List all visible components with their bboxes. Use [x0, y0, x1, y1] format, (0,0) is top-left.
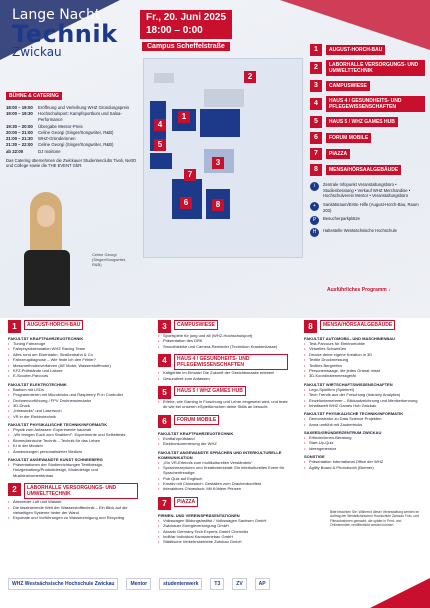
schedule-time: 21:30 – 22:00 [6, 142, 33, 148]
stage-schedule [6, 84, 140, 169]
program-item: • Abenteuer Luft und Wasser [8, 499, 138, 504]
sponsor-logo: studentenwerk [159, 578, 202, 590]
portrait-shirt [24, 250, 70, 306]
legend-label: HAUS 5 / WHZ GAMES HUB [326, 117, 398, 127]
program-item: • KFZ-Prüfstände und Labore [8, 368, 138, 373]
decor-corner [370, 578, 430, 608]
program-item: • Alles rund um Eisenbahn, Straßenbahn & Co [8, 352, 138, 357]
faculty-heading: FAKULTÄT PHYSIKALISCHE TECHNIK/INFORMATIK [8, 422, 108, 428]
legend-label: CAMPUSWIESE [326, 81, 370, 91]
program-item: • Ideengenerator [304, 446, 426, 451]
program-column-1 [8, 318, 138, 524]
legend-info-text: Besucherparkplätze [323, 216, 361, 222]
program-item: • IndMar Individual Karosseriebau GmbH [158, 534, 288, 539]
program-item: • Interaktives Chinesisch: Mit Kühlem Prinzen [158, 486, 288, 491]
title-line-3: Zwickau [12, 45, 62, 59]
program-item: • Pub Quiz auf Englisch [158, 476, 288, 481]
program-item: • Smoothiebike und Camera-Reminder (Technikon Krankenkasse) [158, 344, 288, 349]
section-header-3 [158, 320, 288, 333]
section-header-2 [8, 483, 138, 499]
program-item: • „Intraworks" und Lasersuch [8, 408, 138, 413]
section-spacer [8, 478, 138, 481]
program-item: • Virtuelles Schweißen [304, 346, 426, 351]
program-item: • Volkswagen Bildungsinstitut / Volkswagen Sachsen GmbH [158, 518, 288, 523]
legend-number: 1 [310, 44, 322, 56]
event-time: 18:00 – 0:00 [146, 24, 203, 36]
schedule-row [6, 149, 140, 155]
section-spacer [304, 470, 426, 473]
legend-item-2[interactable] [310, 60, 425, 76]
event-date: Fr., 20. Juni 2025 [146, 12, 227, 23]
sponsor-logos [8, 578, 428, 590]
catering-note: Das Catering übernehmen die Zwickauer Studentenclubs Tivoli, NettO und College sowie die THE EVENT GbR. [6, 157, 137, 169]
program-item: • Tuning Fahrzeuge [8, 341, 138, 346]
program-item: • Echtfahrprüfstand [158, 436, 288, 441]
legend-info-item [310, 216, 425, 225]
schedule-time: 21:00 – 21:30 [6, 136, 33, 142]
schedule-time: 18:00 – 19:00 [6, 105, 33, 110]
legend-info-icon: i [310, 182, 319, 191]
program-item: • Fahrzeugdiagnose – Wie finde ich den Fehler? [8, 357, 138, 362]
program-item: • Tech Trends aus der Forschung (Industry Analytics) [304, 392, 426, 397]
faculty-heading: FAKULTÄT KRAFTFAHRZEUGTECHNIK [158, 430, 234, 436]
section-header-1 [8, 320, 138, 333]
section-title: FORUM MOBILE [174, 415, 219, 425]
map-marker-1: 1 [178, 111, 190, 123]
section-spacer [8, 521, 138, 524]
sponsor-logo: Mentor [126, 578, 151, 590]
photo-disclaimer: Bitte beachten Sie: Während dieser Veranstaltung werden im Auftrag der Westsächsischen Hochschule Zwickau Foto- und Filmaufnahmen gemacht, die später in Print- und Onlinemedien veröffentlicht werden können. [330, 510, 420, 527]
section-title: MENSA/HÖRSAALGEBÄUDE [320, 320, 395, 330]
legend-number: 4 [310, 98, 322, 110]
program-item: • Personenwaage, die jedes Granat misst [304, 368, 426, 373]
program-item: • Exponate und Vorführungen zu Wassereinigung und Recycling [8, 515, 138, 520]
program-item: • Drucke deine eigene Kreation in 3D [304, 352, 426, 357]
legend-label: FORUM MOBILE [326, 133, 371, 143]
map-building-haus-2 [154, 73, 174, 83]
program-link[interactable]: Ausführliches Programm ↓ [327, 287, 391, 293]
program-item: • E-Scooter-Parcours [8, 373, 138, 378]
program-column-2 [158, 318, 288, 548]
program-item: • Präsentationen der Studienrichtungen Textildesign, Holzgestaltung/Produktdesign, Modedesign und Musikinstrumentenbau [8, 462, 138, 478]
program-item: • Erfinder/innen-Beratung [304, 435, 426, 440]
program-item: • Programmieren mit Microbricks und Raspberry Pi in Controller [8, 392, 138, 397]
faculty-heading: FAKULTÄT WIRTSCHAFTSWISSENSCHAFTEN [304, 381, 393, 387]
section-number: 5 [158, 386, 171, 399]
decor-triangle-right [280, 0, 430, 50]
sponsor-logo: AP [255, 578, 270, 590]
program-item: • Textiles Bergreifen [304, 363, 426, 368]
faculty-heading: SONSTIGE [304, 454, 325, 460]
legend-info-item [310, 182, 425, 199]
section-title: CAMPUSWIESE [174, 320, 218, 330]
program-item: • VR in der Elektrotechnik [8, 414, 138, 419]
program-item: • Agility Board & Photobooth (Bremer) [304, 465, 426, 470]
legend-info-item [310, 228, 425, 237]
program-item: • Drohnenvorführung / FPV Drohnensimulator [8, 398, 138, 403]
program-item: • Städtische Verkehrsbetriebe Zwickau GmbH [158, 539, 288, 544]
program-item: • Inhaltsweit WHZ Games Hub Zwickau [304, 403, 426, 408]
legend-info-item [310, 202, 425, 213]
schedule-text: Celine Georgi (Singer/Songwriter, R&B) [38, 129, 114, 135]
legend-info-text: Zentrale Infopunkt Veranstaltungsbüro • Studienberatung • Verkauf WHZ Merchandise • Hochschulverein Mentor • Veranstaltungsbüro [323, 182, 411, 199]
legend-info-icon: P [310, 216, 319, 225]
legend-number: 7 [310, 148, 322, 160]
map-marker-2: 2 [244, 71, 256, 83]
program-item: • Elektronsummierung der WHZ [158, 441, 288, 446]
map-building-haus-1 [150, 153, 172, 169]
legend-list [310, 44, 425, 176]
legend-number: 5 [310, 116, 322, 128]
section-number: 2 [8, 483, 21, 496]
schedule-text: WHZ-Gründerinnen [38, 136, 76, 142]
program-item: • Biomedizinische Technik – Technik für das Leben [8, 438, 138, 443]
program-item: • Kaltgeräte im Einsatz! Die Zukunft der Gesichtsmaske erleben! [158, 370, 288, 375]
sponsor-logo: WHZ Westsächsische Hochschule Zwickau [8, 578, 118, 590]
program-item: • Badium mit LEDs [8, 387, 138, 392]
program-item: • Sportspiele für jung und alt (WHZ-Hochschulsport) [158, 333, 288, 338]
title-line-2: Technik [12, 20, 118, 48]
legend-item-6[interactable] [310, 132, 425, 144]
schedule-text: Eröffnung und Verleihung WHZ Gründungspreis [38, 105, 130, 110]
program-item: • Test-Parcours für Elektromobile [304, 341, 426, 346]
map-marker-5: 5 [154, 139, 166, 151]
faculty-heading: FIRMEN- UND VEREINSPRÄSENTATIONEN [158, 512, 240, 518]
map-marker-7: 7 [184, 169, 196, 181]
map-marker-8: 8 [212, 199, 224, 211]
program-item: • Fahrphysiksimulation WHZ Racing Team [8, 346, 138, 351]
section-header-8 [304, 320, 426, 333]
schedule-text: DJ moiitone [38, 148, 61, 154]
legend-item-7[interactable] [310, 148, 425, 160]
program-item: • Abrado Germany Tech Experts GmbH Chemnitz [158, 529, 288, 534]
program-item: • Erlebe, wie Gaming in Forschung und Lehre eingesetzt wird, und teste dir wie bei unseren eSpieltürmchen deine Skills an besucht. [158, 399, 288, 410]
legend-item-1[interactable] [310, 44, 425, 56]
section-spacer [158, 545, 288, 548]
schedule-text: Übergabe Mentor-Preis [38, 123, 83, 129]
map-building-august-horch-bau [200, 109, 240, 137]
program-item: • Einzelunternehmer – Blickaufzeichnung und Mimikerkennung [304, 398, 426, 403]
schedule-time: 19:30 – 20:00 [6, 123, 33, 129]
title-line-1: Lange Nacht [12, 7, 101, 23]
section-spacer [158, 349, 288, 352]
legend-label: HAUS 4 / GESUNDHEITS- UND PFLEGEWISSENSCHAFTEN [326, 96, 425, 112]
campus-map [143, 58, 303, 258]
schedule-time: 19:00 – 19:30 [6, 111, 33, 117]
program-column-3 [304, 318, 426, 473]
program-item: • Präsentation International Office der WHZ [304, 459, 426, 464]
legend-info-icon: + [310, 202, 319, 211]
program-item: • „Ein VR-Erlebnis zum multikulturellen Verständnis" [158, 460, 288, 465]
program-item: • Messmethodenverfahren (AE Motor, Wasserstoffmotor) [8, 363, 138, 368]
legend-number: 3 [310, 80, 322, 92]
section-title: LABORHALLE VERSORGUNGS- UND UMWELTTECHNIK [24, 483, 138, 499]
portrait-face [37, 205, 55, 227]
section-header-6 [158, 415, 288, 428]
section-title: PIAZZA [174, 497, 198, 507]
program-item: • Anwendungen personalisierter Medizin [8, 449, 138, 454]
schedule-text: Hochschulsport: Kampfsportkurs und Salsa-Performance [38, 111, 122, 123]
map-marker-3: 3 [212, 157, 224, 169]
venue-badge: Campus Scheffelstraße [142, 42, 230, 51]
program-item: • Physik zum Anfassen: Experimente hautnah [8, 427, 138, 432]
program-item: • Sprachrezepturen und Kreativwerkstatt: Ein interkulturelles Event für Sprachenfreudige [158, 465, 288, 476]
faculty-heading: FAKULTÄT ANGEWANDTE SPRACHEN UND INTERKULTURELLE KOMMUNIKATION [158, 449, 282, 460]
section-number: 7 [158, 497, 171, 510]
schedule-rows [6, 105, 140, 155]
section-number: 1 [8, 320, 21, 333]
legend-item-4[interactable] [310, 96, 425, 112]
legend-info-text: Haltestelle Westsächsische Hochschule [323, 228, 397, 234]
schedule-time: 20:00 – 21:00 [6, 129, 33, 135]
section-title: HAUS 5 / WHZ GAMES HUB [174, 386, 246, 396]
program-item: • 3D-Druck [8, 403, 138, 408]
sponsor-logo: T3 [210, 578, 224, 590]
program-item: • Anna umfühlt mit Zaubertricks [304, 422, 426, 427]
section-number: 4 [158, 354, 171, 367]
faculty-heading: FAKULTÄT ELEKTROTECHNIK [8, 381, 67, 387]
program-details [0, 318, 430, 608]
legend-number: 8 [310, 164, 322, 176]
program-item: • Lego-Spielfirm (Spielerei) [304, 387, 426, 392]
faculty-heading: FAKULTÄT AUTOMOBIL- UND MASCHINENBAU [304, 336, 396, 341]
map-marker-4: 4 [154, 119, 166, 131]
program-item: • Zwickauer Energieversorgung GmbH [158, 523, 288, 528]
legend-small-list [310, 182, 425, 237]
section-header-7 [158, 497, 288, 510]
program-item: • Start-Up-Quiz [304, 440, 426, 445]
map-marker-6: 6 [180, 197, 192, 209]
section-spacer [158, 492, 288, 495]
schedule-heading: BÜHNE & CATERING [6, 92, 62, 100]
schedule-time: ab 22:00 [6, 148, 24, 154]
map-building-lehrgebaeude [204, 89, 244, 107]
program-item: • Demonstrator zu Data Science Projekten [304, 416, 426, 421]
faculty-heading: FAKULTÄT KRAFTFAHRZEUGTECHNIK [8, 336, 84, 341]
faculty-heading: FAKULTÄT ANGEWANDTE KUNST SCHNEEBERG [8, 457, 103, 463]
section-title: AUGUST-HORCH-BAU [24, 320, 83, 330]
faculty-heading: FAKULTÄT PHYSIKALISCHE TECHNIK/INFORMATIK [304, 411, 404, 417]
program-item: • KI in der Medizin [8, 443, 138, 448]
program-item: • Textile Druckmessung [304, 357, 426, 362]
legend-label: PIAZZA [326, 149, 350, 159]
legend-number: 6 [310, 132, 322, 144]
legend-item-5[interactable] [310, 116, 425, 128]
program-item: • Gesundheit zum Anfassen [158, 376, 288, 381]
legend-label: AUGUST-HORCH-BAU [326, 45, 385, 55]
portrait-caption: Celine Georgi (Singer/Songwriter, R&B) [92, 252, 127, 268]
section-header-5 [158, 386, 288, 399]
schedule-row [6, 111, 140, 123]
legend-item-8[interactable] [310, 164, 425, 176]
section-spacer [158, 410, 288, 413]
section-number: 3 [158, 320, 171, 333]
program-item: • 3D-Koordinatenmessgerät [304, 373, 426, 378]
schedule-text: Celine Georgi (Singer/Songwriter, R&B) [38, 142, 114, 148]
section-number: 8 [304, 320, 317, 333]
program-item: • „Wir bringen Euch zum Strahlen!": Experimente und Selbsttests [8, 432, 138, 437]
map-legend [310, 44, 425, 240]
sponsor-logo: ZV [232, 578, 246, 590]
section-header-4 [158, 354, 288, 370]
legend-label: MENSA/HÖRSAALGEBÄUDE [326, 165, 401, 175]
program-link-label: Ausführliches Programm [327, 287, 387, 293]
faculty-heading: SAXEED/GRÜNDERZENTRUM ZWICKAU [304, 430, 382, 436]
event-title [12, 8, 118, 58]
section-number: 6 [158, 415, 171, 428]
program-item: • Die faszinierende Welt der Wasserstofftechnik – Ein Blick auf die vielseitigen Systeme hinter der Wand [8, 505, 138, 516]
legend-item-3[interactable] [310, 80, 425, 92]
section-spacer [158, 381, 288, 384]
date-badge [140, 10, 232, 39]
legend-label: LABORHALLE VERSORGUNGS- UND UMWELTTECHNIK [326, 60, 425, 76]
legend-number: 2 [310, 62, 322, 74]
legend-info-icon: H [310, 228, 319, 237]
program-item: • Präsentation des DRK [158, 338, 288, 343]
legend-info-text: Sanitätsraum/Erste Hilfe (August-Horch-Bau, Raum 203) [323, 202, 419, 213]
section-title: HAUS 4 / GESUNDHEITS- UND PFLEGEWISSENSCHAFTEN [174, 354, 288, 370]
program-item: • Kreativ mit Chinesisch: Gestalten zum Drachenbootfest [158, 481, 288, 486]
